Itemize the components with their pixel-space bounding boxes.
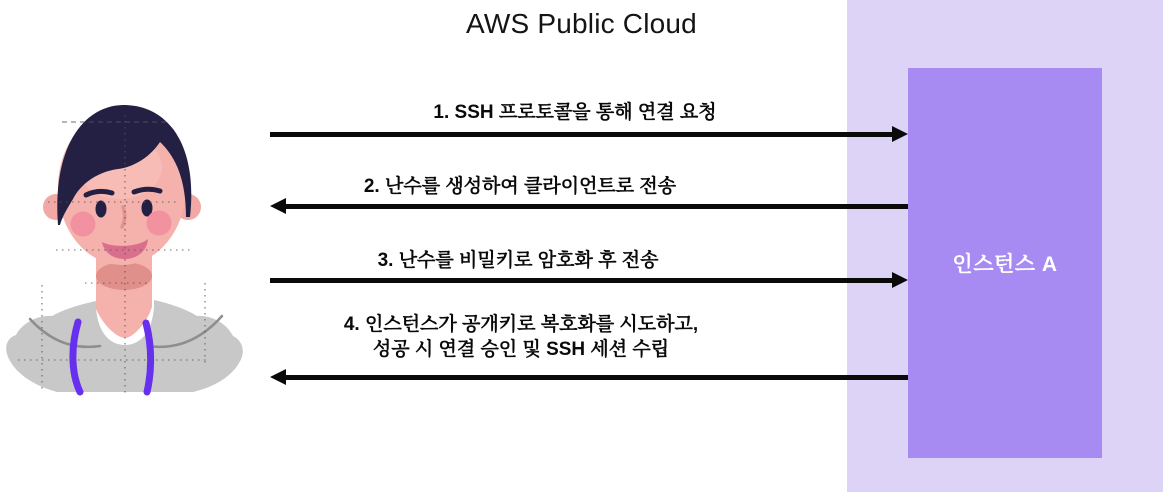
arrow-head-icon <box>892 272 908 288</box>
message-label-step4 <box>344 312 698 362</box>
cloud-region-title: AWS Public Cloud <box>466 8 697 39</box>
message-label-step3: 3. 난수를 비밀키로 암호화 후 전송 <box>377 250 659 271</box>
instance-box <box>908 68 1102 458</box>
arrow-shaft <box>270 132 896 137</box>
arrow-shaft <box>270 278 896 283</box>
message-label-step1: 1. SSH 프로토콜을 통해 연결 요청 <box>433 102 717 123</box>
arrow-shaft <box>282 204 908 209</box>
arrow-head-icon <box>892 126 908 142</box>
arrow-head-icon <box>270 369 286 385</box>
message-label-step4-line2: 성공 시 연결 승인 및 SSH 세션 수립 <box>372 339 670 360</box>
arrow-shaft <box>282 375 908 380</box>
arrow-head-icon <box>270 198 286 214</box>
arrow-step2-left <box>270 198 908 214</box>
arrow-step3-right <box>270 272 908 288</box>
instance-label: 인스턴스 A <box>952 253 1058 276</box>
user-avatar-icon <box>0 95 250 405</box>
arrow-step4-left <box>270 369 908 385</box>
arrow-step1-right <box>270 126 908 142</box>
message-label-step4-line1: 4. 인스턴스가 공개키로 복호화를 시도하고, <box>343 314 699 335</box>
message-label-step2: 2. 난수를 생성하여 클라이언트로 전송 <box>363 176 677 197</box>
